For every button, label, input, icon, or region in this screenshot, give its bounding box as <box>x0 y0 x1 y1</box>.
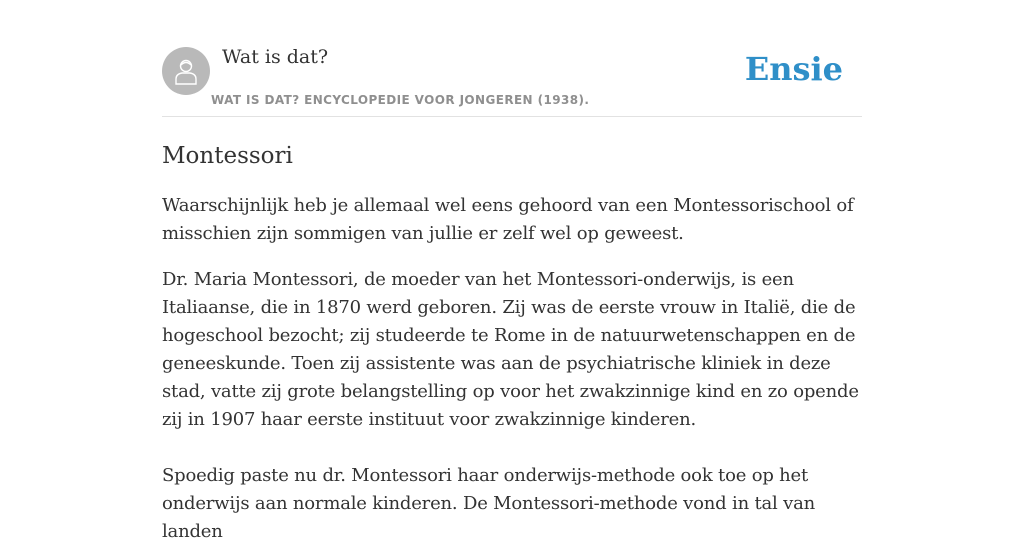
author-link[interactable]: Wat is dat? <box>222 46 329 68</box>
article-paragraph: Waarschijnlijk heb je allemaal wel eens gehoord van een Montessorischool of misschien zijn sommigen van jullie er zelf wel op geweest. <box>162 195 854 244</box>
author-avatar[interactable] <box>162 47 210 95</box>
content-container <box>162 0 862 546</box>
user-icon <box>171 56 201 86</box>
article-header <box>162 0 862 117</box>
ensie-logo[interactable]: Ensie <box>744 50 843 88</box>
article-title: Montessori <box>162 143 293 169</box>
article-body <box>162 192 862 546</box>
source-link[interactable]: WAT IS DAT? ENCYCLOPEDIE VOOR JONGEREN (1938). <box>211 93 590 107</box>
article-paragraph: Dr. Maria Montessori, de moeder van het Montessori-onderwijs, is een Italiaanse, die in 1870 werd geboren. Zij was de eerste vrouw in Italië, die de hogeschool bezocht; zij studeerde te Rome in de natuurwetenschappen en de geneeskunde. Toen zij assistente was aan de psychiatrische kliniek in deze stad, vatte zij grote belangstelling op voor het zwakzinnige kind en zo opende zij in 1907 haar eerste instituut voor zwakzinnige kinderen. Spoedig paste nu dr. Montessori haar onderwijs-methode ook toe op het onderwijs aan normale kinderen. De Montessori-methode vond in tal van landen <box>162 269 859 542</box>
